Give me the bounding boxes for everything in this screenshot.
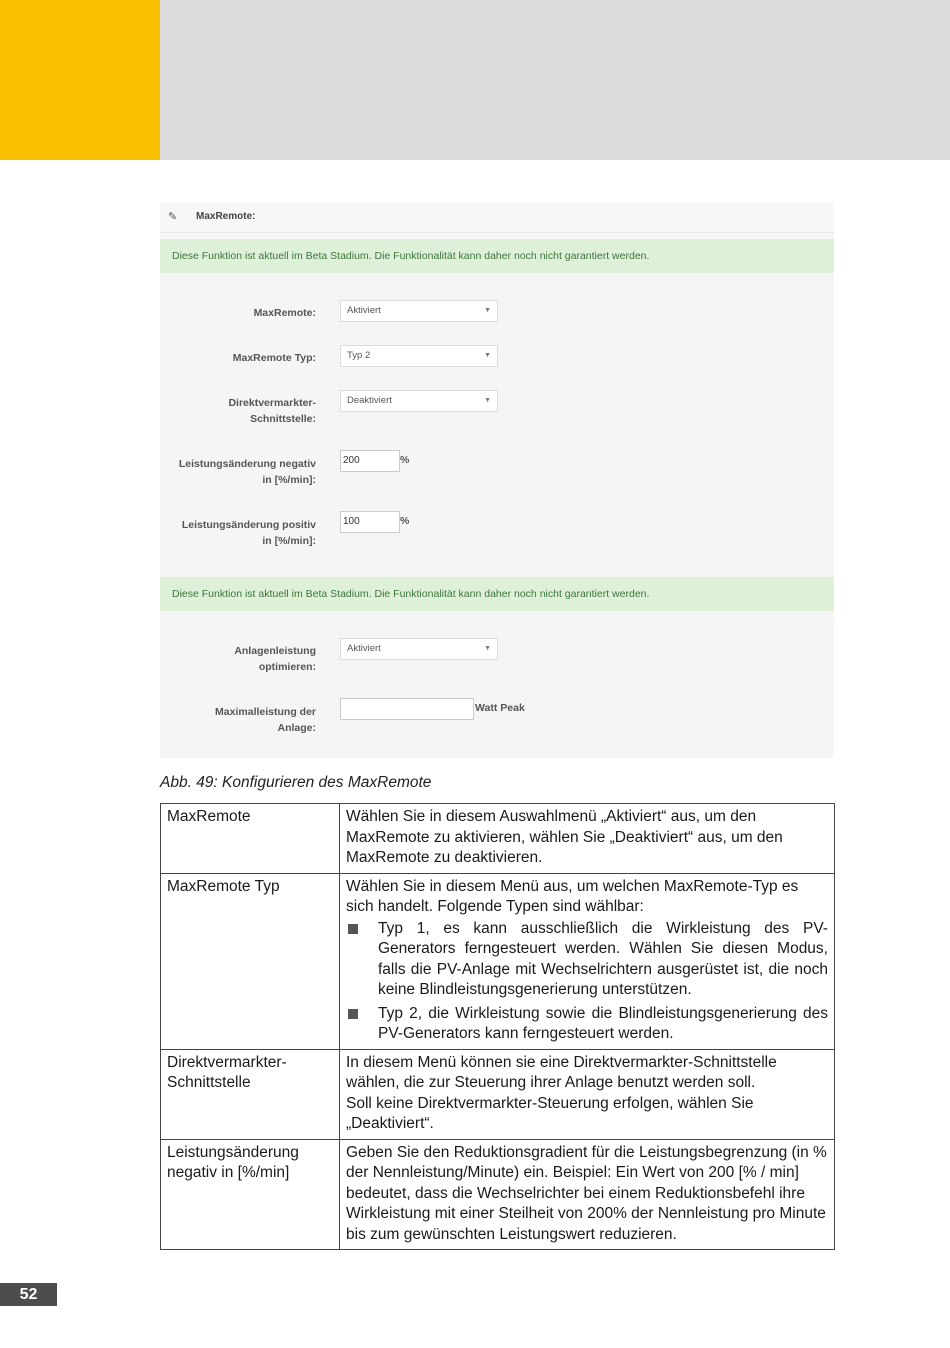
table-row (161, 1139, 835, 1250)
list-item-text: Typ 2, die Wirkleistung sowie die Blindleistungsgenerierung des PV-Generators kann ferngesteuert werden. (378, 1004, 828, 1042)
direktvermarkter-label (228, 395, 316, 427)
table-description-line1: In diesem Menü können sie eine Direktvermarkter-Schnittstelle wählen, die zur Steuerung ihrer Anlage benutzt werden soll. (346, 1053, 777, 1091)
leistung-positiv-label-line1: Leistungsänderung positiv (181, 519, 316, 531)
table-description: Geben Sie den Reduktionsgradient für die Leistungsbegrenzung (in % der Nennleistung/Minute) ein. Beispiel: Ein Wert von 200 [% / min] bedeutet, dass die Wechselrichter bei einem Reduktionsbefehl ihre Wirkleistung mit einer Steilheit von 200% der Nennleistung pro Minute bis zum gewünschten Leistungswert reduzieren. (340, 1139, 835, 1250)
maximalleistung-unit: Watt Peak (475, 702, 525, 714)
square-bullet-icon (348, 1009, 358, 1019)
page-number: 52 (0, 1283, 57, 1306)
table-term (161, 1139, 340, 1250)
leistung-positiv-unit: % (400, 515, 410, 527)
maximalleistung-label-line2: Anlage: (277, 722, 316, 734)
direktvermarkter-select[interactable] (340, 390, 498, 412)
table-term-line2: negativ in [%/min] (167, 1164, 290, 1181)
chevron-down-icon: ▼ (484, 397, 491, 404)
table-description (340, 1049, 835, 1139)
pencil-icon[interactable]: ✎ (168, 211, 178, 223)
beta-alert-1: Diese Funktion ist aktuell im Beta Stadium. Die Funktionalität kann daher noch nicht garantiert werden. (160, 239, 834, 273)
table-term-line1: Direktvermarkter- (167, 1053, 287, 1071)
maxremote-label: MaxRemote: (253, 307, 316, 319)
chevron-down-icon: ▼ (484, 307, 491, 314)
anlagenleistung-select-value: Aktiviert (347, 643, 381, 654)
anlagenleistung-label-line2: optimieren: (258, 661, 316, 673)
square-bullet-icon (348, 924, 358, 934)
table-term: MaxRemote (161, 804, 340, 874)
direktvermarkter-select-value: Deaktiviert (347, 395, 392, 406)
leistung-positiv-label-line2: in [%/min]: (262, 535, 316, 547)
table-term: MaxRemote Typ (161, 873, 340, 1049)
table-term (161, 1049, 340, 1139)
table-term-line1: Leistungsänderung (167, 1143, 299, 1161)
anlagenleistung-label (234, 643, 316, 675)
table-description: Wählen Sie in diesem Auswahlmenü „Aktiviert“ aus, um den MaxRemote zu aktivieren, wählen Sie „Deaktiviert“ aus, um den MaxRemote zu deaktivieren. (340, 804, 835, 874)
beta-alert-2: Diese Funktion ist aktuell im Beta Stadium. Die Funktionalität kann daher noch nicht garantiert werden. (160, 577, 834, 611)
description-table (160, 803, 835, 1250)
header-gray-band (160, 0, 950, 160)
maximalleistung-input[interactable] (340, 698, 474, 720)
panel-title: MaxRemote: (196, 211, 256, 222)
list-item-text: Typ 1, es kann ausschließlich die Wirkleistung des PV-Generators ferngesteuert werden. Wählen Sie diesen Modus, falls die PV-Anlage mit Wechselrichtern ausgerüstet ist, die noch keine Blindleistungsgenerierung unterstützen. (378, 919, 828, 998)
table-row (161, 804, 835, 874)
chevron-down-icon: ▼ (484, 352, 491, 359)
maximalleistung-label (215, 704, 316, 736)
table-row (161, 1049, 835, 1139)
anlagenleistung-select[interactable] (340, 638, 498, 660)
anlagenleistung-label-line1: Anlagenleistung (234, 645, 316, 657)
leistung-negativ-label-line1: Leistungsänderung negativ (178, 458, 316, 470)
leistung-negativ-label (179, 456, 316, 488)
header-yellow-block (0, 0, 160, 160)
table-term-line2: Schnittstelle (167, 1074, 251, 1091)
leistung-positiv-input[interactable]: 100 (340, 511, 400, 533)
list-item (346, 1004, 828, 1045)
maxremote-typ-select-value: Typ 2 (347, 350, 371, 361)
maximalleistung-label-line1: Maximalleistung der (215, 706, 316, 718)
maxremote-select[interactable] (340, 300, 498, 322)
table-row (161, 873, 835, 1049)
maxremote-select-value: Aktiviert (347, 305, 381, 316)
leistung-negativ-unit: % (400, 454, 410, 466)
table-description-intro: Wählen Sie in diesem Menü aus, um welchen MaxRemote-Typ es sich handelt. Folgende Typen sind wählbar: (346, 877, 799, 915)
direktvermarkter-label-line1: Direktvermarkter- (228, 397, 316, 409)
direktvermarkter-label-line2: Schnittstelle: (250, 413, 316, 425)
list-item (346, 919, 828, 1001)
table-description (340, 873, 835, 1049)
table-description-line2: Soll keine Direktvermarkter-Steuerung erfolgen, wählen Sie „Deaktiviert“. (346, 1094, 754, 1132)
maxremote-typ-label: MaxRemote Typ: (232, 352, 316, 364)
figure-caption: Abb. 49: Konfigurieren des MaxRemote (160, 774, 432, 791)
leistung-positiv-label (182, 517, 316, 549)
leistung-negativ-label-line2: in [%/min]: (262, 474, 316, 486)
maxremote-settings-screenshot (160, 202, 834, 758)
chevron-down-icon: ▼ (484, 645, 491, 652)
leistung-negativ-input[interactable]: 200 (340, 450, 400, 472)
maxremote-typ-select[interactable] (340, 345, 498, 367)
panel-header (160, 202, 834, 233)
